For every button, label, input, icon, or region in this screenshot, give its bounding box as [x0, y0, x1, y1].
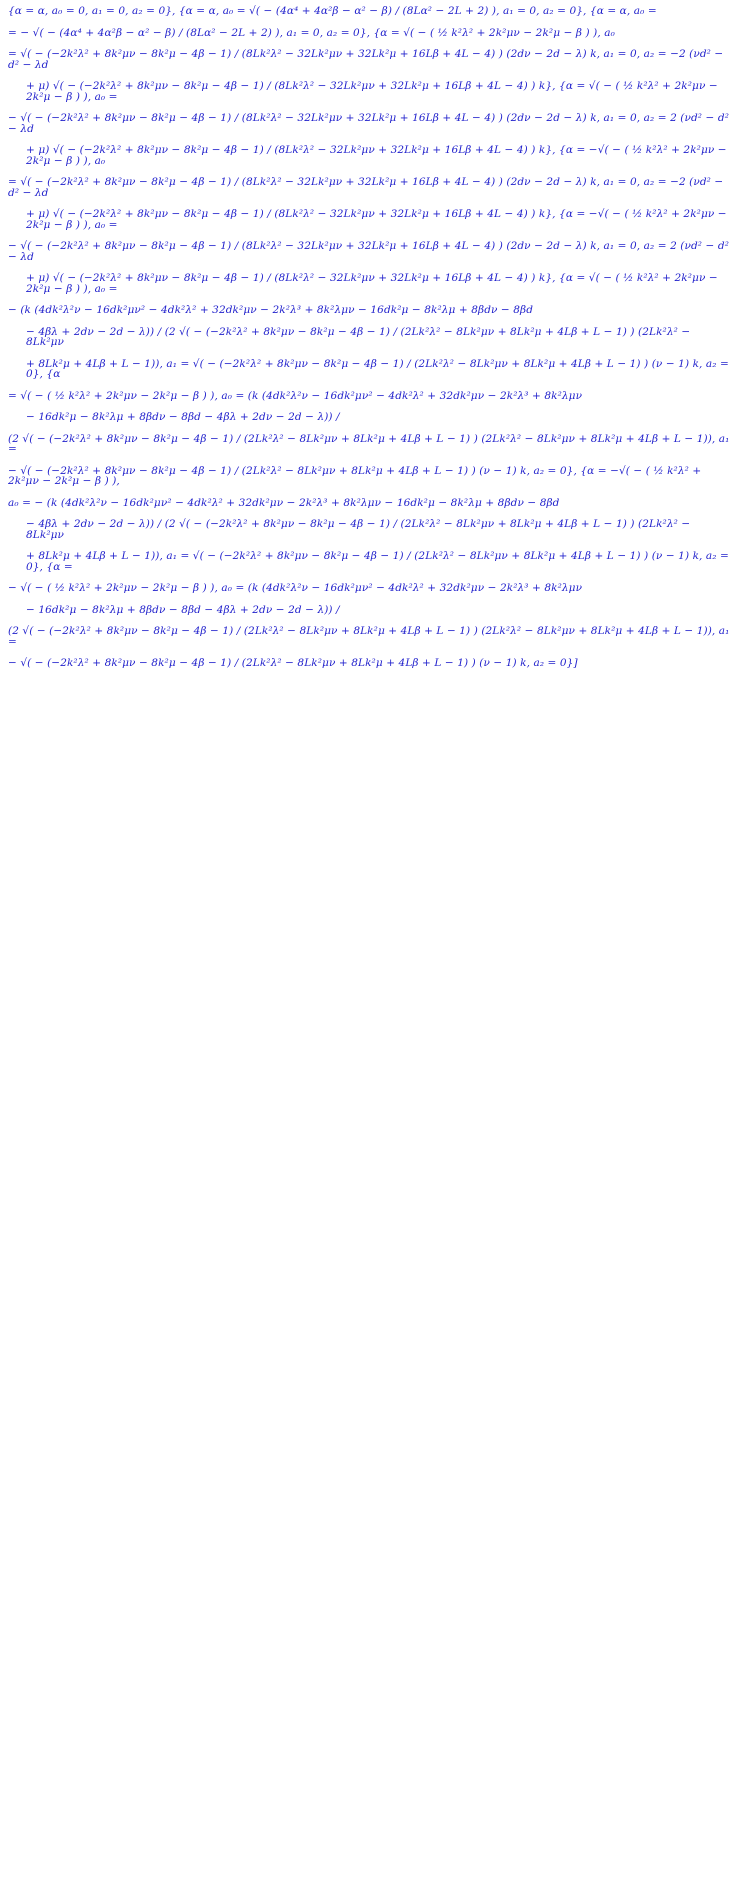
- math-line: = √( − (−2k²λ² + 8k²μν − 8k²μ − 4β − 1) / (8Lk²λ² − 32Lk²μν + 32Lk²μ + 16Lβ + 4L − 4) ) (2dν − 2d − λ) k, a₁ = 0, a₂ = −2 (νd² − d² − λd: [8, 176, 724, 199]
- math-line: = √( − (−2k²λ² + 8k²μν − 8k²μ − 4β − 1) / (8Lk²λ² − 32Lk²μν + 32Lk²μ + 16Lβ + 4L − 4) ) (2dν − 2d − λ) k, a₁ = 0, a₂ = −2 (νd² − d² − λd: [8, 48, 724, 71]
- cas-result-output: [0, 0, 738, 688]
- math-line: − 16dk²μ − 8k²λμ + 8βdν − 8βd − 4βλ + 2dν − 2d − λ)) /: [26, 603, 340, 616]
- math-line: + μ) √( − (−2k²λ² + 8k²μν − 8k²μ − 4β − 1) / (8Lk²λ² − 32Lk²μν + 32Lk²μ + 16Lβ + 4L − 4) ) k}, {α = √( − ( ½ k²λ² + 2k²μν − 2k²μ − β ) ), a₀ =: [26, 272, 718, 295]
- math-line: + μ) √( − (−2k²λ² + 8k²μν − 8k²μ − 4β − 1) / (8Lk²λ² − 32Lk²μν + 32Lk²μ + 16Lβ + 4L − 4) ) k}, {α = √( − ( ½ k²λ² + 2k²μν − 2k²μ − β ) ), a₀ =: [26, 80, 718, 103]
- math-line: = − √( − (4α⁴ + 4α²β − α² − β) / (8Lα² − 2L + 2) ), a₁ = 0, a₂ = 0}, {α = √( − ( ½ k²λ² + 2k²μν − 2k²μ − β ) ), a₀: [8, 26, 615, 39]
- math-line: − √( − (−2k²λ² + 8k²μν − 8k²μ − 4β − 1) / (2Lk²λ² − 8Lk²μν + 8Lk²μ + 4Lβ + L − 1) ) (ν − 1) k, a₂ = 0}, {α = −√( − ( ½ k²λ² + 2k²μν − 2k²μ − β ) ),: [8, 464, 702, 487]
- math-line: − √( − ( ½ k²λ² + 2k²μν − 2k²μ − β ) ), a₀ = (k (4dk²λ²ν − 16dk²μν² − 4dk²λ² + 32dk²μν − 2k²λ³ + 8k²λμν: [8, 582, 583, 594]
- math-line: − √( − (−2k²λ² + 8k²μν − 8k²μ − 4β − 1) / (8Lk²λ² − 32Lk²μν + 32Lk²μ + 16Lβ + 4L − 4) ) (2dν − 2d − λ) k, a₁ = 0, a₂ = 2 (νd² − d² − λd: [8, 112, 730, 135]
- math-line: − 4βλ + 2dν − 2d − λ)) / (2 √( − (−2k²λ² + 8k²μν − 8k²μ − 4β − 1) / (2Lk²λ² − 8Lk²μν + 8Lk²μ + 4Lβ + L − 1) ) (2Lk²λ² − 8Lk²μν: [26, 325, 691, 348]
- math-line: − 4βλ + 2dν − 2d − λ)) / (2 √( − (−2k²λ² + 8k²μν − 8k²μ − 4β − 1) / (2Lk²λ² − 8Lk²μν + 8Lk²μ + 4Lβ + L − 1) ) (2Lk²λ² − 8Lk²μν: [26, 518, 691, 541]
- math-line: (2 √( − (−2k²λ² + 8k²μν − 8k²μ − 4β − 1) / (2Lk²λ² − 8Lk²μν + 8Lk²μ + 4Lβ + L − 1) ) (2Lk²λ² − 8Lk²μν + 8Lk²μ + 4Lβ + L − 1)), a₁ =: [8, 625, 730, 648]
- math-line: − √( − (−2k²λ² + 8k²μν − 8k²μ − 4β − 1) / (8Lk²λ² − 32Lk²μν + 32Lk²μ + 16Lβ + 4L − 4) ) (2dν − 2d − λ) k, a₁ = 0, a₂ = 2 (νd² − d² − λd: [8, 240, 730, 263]
- math-line: a₀ = − (k (4dk²λ²ν − 16dk²μν² − 4dk²λ² + 32dk²μν − 2k²λ³ + 8k²λμν − 16dk²μ − 8k²λμ + 8βdν − 8βd: [8, 496, 560, 509]
- math-line: + μ) √( − (−2k²λ² + 8k²μν − 8k²μ − 4β − 1) / (8Lk²λ² − 32Lk²μν + 32Lk²μ + 16Lβ + 4L − 4) ) k}, {α = −√( − ( ½ k²λ² + 2k²μν − 2k²μ − β ) ), a₀: [26, 144, 727, 167]
- math-line: + 8Lk²μ + 4Lβ + L − 1)), a₁ = √( − (−2k²λ² + 8k²μν − 8k²μ − 4β − 1) / (2Lk²λ² − 8Lk²μν + 8Lk²μ + 4Lβ + L − 1) ) (ν − 1) k, a₂ = 0}, {α =: [26, 550, 729, 573]
- math-line: − √( − (−2k²λ² + 8k²μν − 8k²μ − 4β − 1) / (2Lk²λ² − 8Lk²μν + 8Lk²μ + 4Lβ + L − 1) ) (ν − 1) k, a₂ = 0}]: [8, 657, 578, 669]
- math-line: − 16dk²μ − 8k²λμ + 8βdν − 8βd − 4βλ + 2dν − 2d − λ)) /: [26, 411, 340, 423]
- math-line: (2 √( − (−2k²λ² + 8k²μν − 8k²μ − 4β − 1) / (2Lk²λ² − 8Lk²μν + 8Lk²μ + 4Lβ + L − 1) ) (2Lk²λ² − 8Lk²μν + 8Lk²μ + 4Lβ + L − 1)), a₁ =: [8, 432, 730, 455]
- math-line: {α = α, a₀ = 0, a₁ = 0, a₂ = 0}, {α = α, a₀ = √( − (4α⁴ + 4α²β − α² − β) / (8Lα² − 2L + 2) ), a₁ = 0, a₂ = 0}, {α = α, a₀ =: [8, 5, 657, 17]
- math-line: + 8Lk²μ + 4Lβ + L − 1)), a₁ = √( − (−2k²λ² + 8k²μν − 8k²μ − 4β − 1) / (2Lk²λ² − 8Lk²μν + 8Lk²μ + 4Lβ + L − 1) ) (ν − 1) k, a₂ = 0}, {α: [26, 357, 729, 380]
- math-line: − (k (4dk²λ²ν − 16dk²μν² − 4dk²λ² + 32dk²μν − 2k²λ³ + 8k²λμν − 16dk²μ − 8k²λμ + 8βdν − 8βd: [8, 304, 534, 316]
- math-line: + μ) √( − (−2k²λ² + 8k²μν − 8k²μ − 4β − 1) / (8Lk²λ² − 32Lk²μν + 32Lk²μ + 16Lβ + 4L − 4) ) k}, {α = −√( − ( ½ k²λ² + 2k²μν − 2k²μ − β ) ), a₀ =: [26, 208, 727, 231]
- math-line: = √( − ( ½ k²λ² + 2k²μν − 2k²μ − β ) ), a₀ = (k (4dk²λ²ν − 16dk²μν² − 4dk²λ² + 32dk²μν − 2k²λ³ + 8k²λμν: [8, 389, 583, 402]
